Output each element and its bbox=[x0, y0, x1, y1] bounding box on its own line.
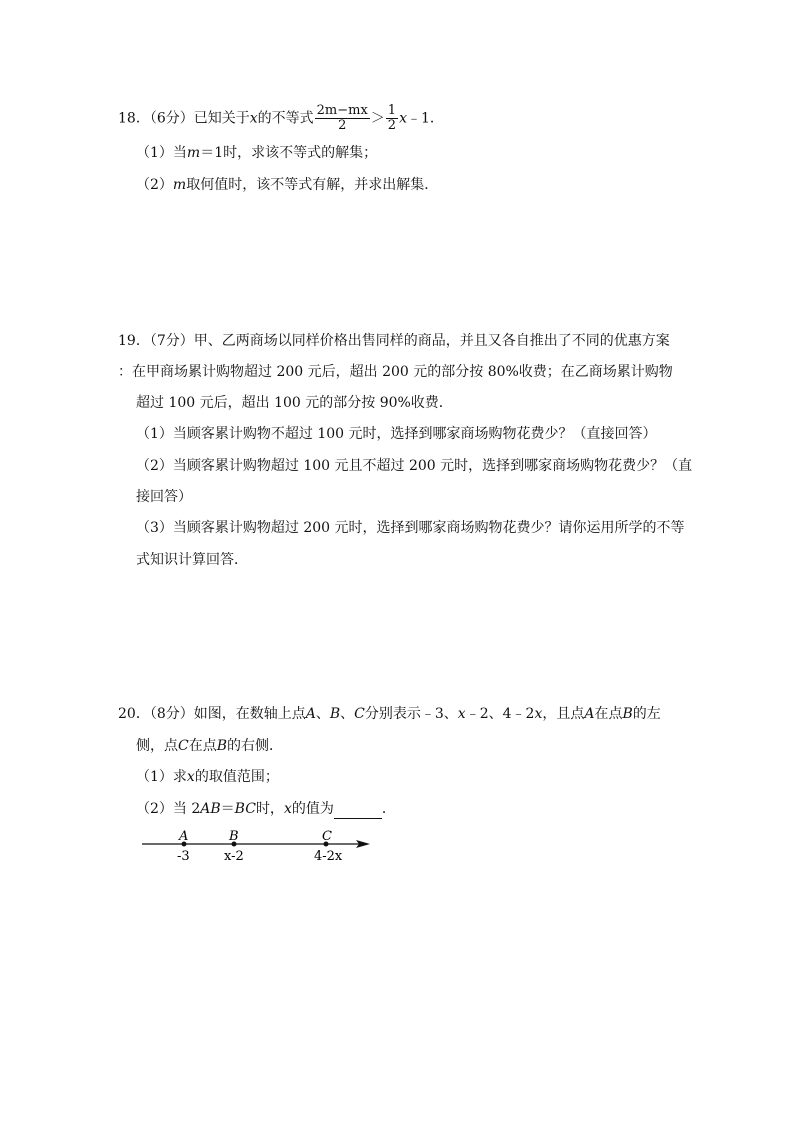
point-a-label: A bbox=[179, 829, 189, 844]
q19-part3-line1: （3）当顾客累计购物超过 200 元时，选择到哪家商场购物花费少？请你运用所学的不等 bbox=[136, 520, 685, 536]
answer-blank[interactable] bbox=[334, 804, 382, 819]
q19-part2-line2: 接回答） bbox=[136, 489, 192, 505]
q19-part1: （1）当顾客累计购物不超过 100 元时，选择到哪家商场购物花费少？（直接回答） bbox=[136, 426, 657, 442]
fraction-1-over-2: $\frac{1}{2}$ bbox=[387, 103, 397, 133]
number-line-figure bbox=[138, 828, 378, 868]
q20-part2: （2）当 2AB＝BC时，x的值为 ． bbox=[136, 801, 396, 817]
point-b-label: B bbox=[229, 829, 239, 844]
q18-part1: （1）当m＝1时，求该不等式的解集； bbox=[136, 145, 378, 161]
q20-part1: （1）求x的取值范围； bbox=[136, 769, 279, 785]
q20-stem-line1: 20．（8分）如图，在数轴上点A、B、C分别表示﹣3、x﹣2、4﹣2x，且点A在点B的左 bbox=[118, 706, 661, 722]
q20-stem-line2: 侧，点C在点B的右侧． bbox=[136, 738, 284, 754]
q18-stem: 18．（6分）已知关于x的不等式 $\frac{2m-mx}{2}$ ＞ $\frac{1}{2}$ x﹣1． bbox=[118, 103, 444, 133]
point-c-value: 4-2x bbox=[314, 849, 343, 864]
q19-stem-line1: 19．（7分）甲、乙两商场以同样价格出售同样的商品，并且又各自推出了不同的优惠方案 bbox=[118, 333, 670, 349]
point-c-label: C bbox=[322, 829, 332, 844]
q19-stem-line3: 超过 100 元后，超出 100 元的部分按 90%收费． bbox=[136, 395, 453, 411]
q18-part2: （2）m取何值时，该不等式有解，并求出解集． bbox=[136, 177, 439, 193]
q19-stem-line2: ：在甲商场累计购物超过 200 元后，超出 200 元的部分按 80%收费；在乙商场累计购物 bbox=[118, 364, 673, 380]
q19-part3-line2: 式知识计算回答． bbox=[136, 552, 248, 568]
q19-part2-line1: （2）当顾客累计购物超过 100 元且不超过 200 元时，选择到哪家商场购物花费少？（直 bbox=[136, 458, 693, 474]
point-b-value: x-2 bbox=[224, 849, 244, 864]
point-a-value: -3 bbox=[177, 849, 190, 864]
fraction-2m-mx-over-2: $\frac{2m-mx}{2}$ bbox=[316, 103, 368, 133]
